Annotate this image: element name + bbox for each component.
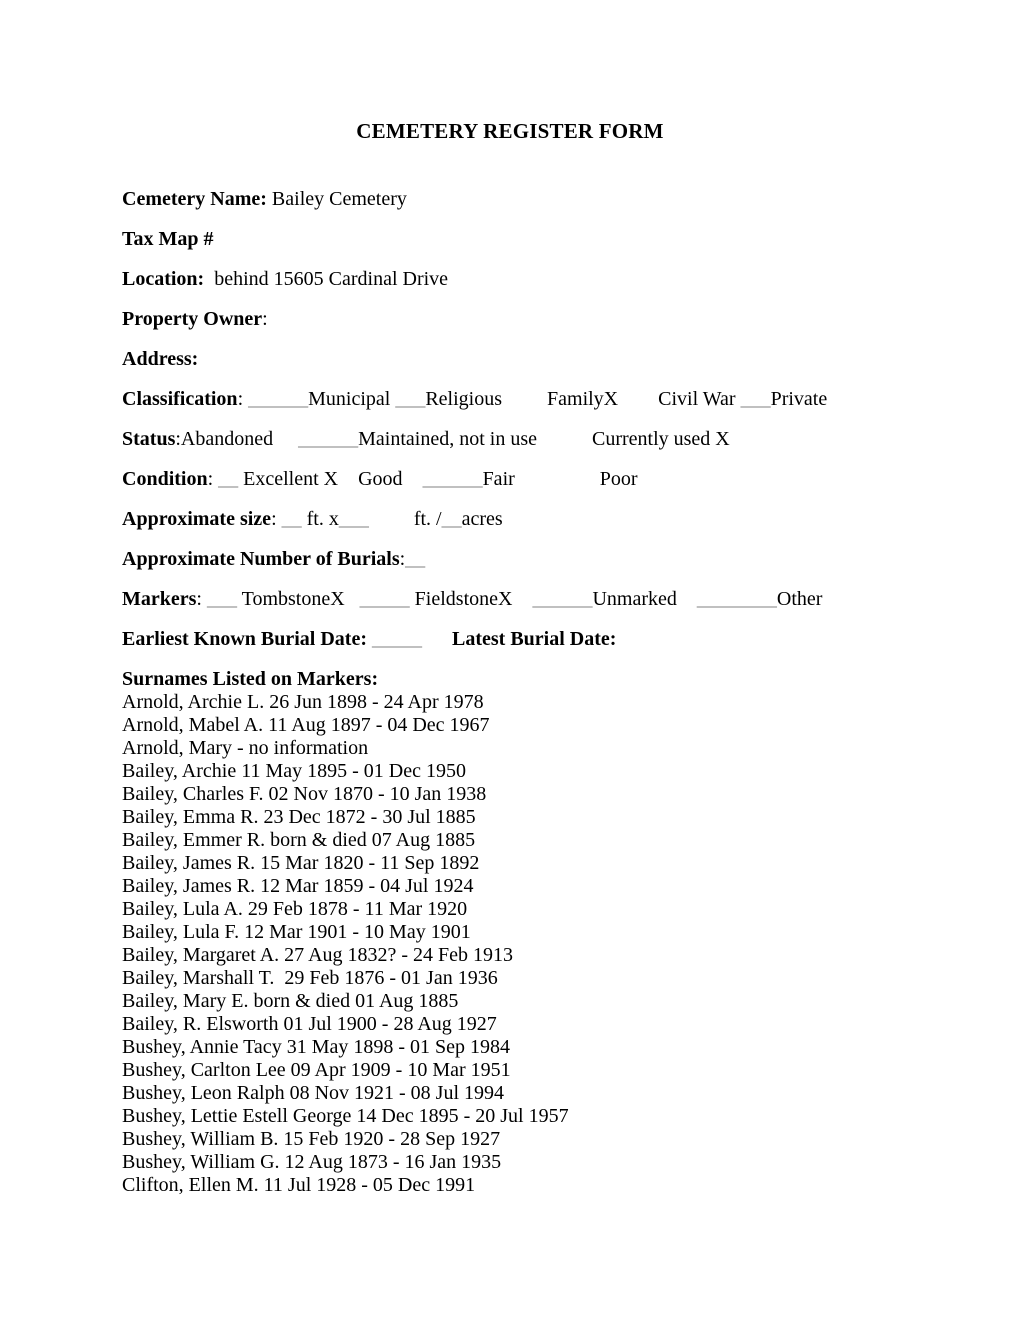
surname-entry: Bailey, Charles F. 02 Nov 1870 - 10 Jan 1938 — [122, 783, 487, 805]
field-label: Location: — [122, 268, 205, 290]
blank-underline: __ — [281, 508, 302, 530]
field-value: behind 15605 Cardinal Drive — [204, 268, 449, 290]
field-label: Classification — [122, 388, 238, 410]
blank-underline: ______ — [422, 468, 483, 490]
form-line — [122, 308, 898, 331]
surname-entry: Bushey, Lettie Estell George 14 Dec 1895 - 20 Jul 1957 — [122, 1105, 569, 1127]
surname-entry: Bailey, Lula A. 29 Feb 1878 - 11 Mar 1920 — [122, 898, 468, 920]
surname-entry: Bailey, James R. 15 Mar 1820 - 11 Sep 1892 — [122, 852, 480, 874]
blank-underline: ________ — [696, 588, 777, 610]
form-line — [122, 428, 898, 451]
surname-entry: Bailey, Emmer R. born & died 07 Aug 1885 — [122, 829, 476, 851]
blank-underline: ___ — [740, 388, 771, 410]
field-value: : — [399, 548, 406, 570]
form-line — [122, 268, 898, 291]
field-value: :Abandoned — [175, 428, 299, 450]
blank-underline: ___ — [206, 588, 237, 610]
field-value: FieldstoneX — [409, 588, 533, 610]
surname-entry: Bushey, William B. 15 Feb 1920 - 28 Sep 1927 — [122, 1128, 501, 1150]
blank-underline: __ — [405, 548, 426, 570]
field-value: Unmarked — [592, 588, 697, 610]
surname-entry: Arnold, Mabel A. 11 Aug 1897 - 04 Dec 1967 — [122, 714, 490, 736]
blank-underline: _____ — [359, 588, 410, 610]
form-lines — [122, 188, 898, 651]
surname-list — [122, 691, 898, 1197]
field-value: ft. / — [368, 508, 442, 530]
surname-entry: Bailey, Emma R. 23 Dec 1872 - 30 Jul 1885 — [122, 806, 476, 828]
field-label: Property Owner — [122, 308, 263, 330]
field-value: ft. x — [301, 508, 339, 530]
field-value: Private — [770, 388, 828, 410]
surname-entry: Bailey, Margaret A. 27 Aug 1832? - 24 Feb 1913 — [122, 944, 514, 966]
surname-entry: Bushey, William G. 12 Aug 1873 - 16 Jan 1935 — [122, 1151, 502, 1173]
field-label: Markers — [122, 588, 197, 610]
form-line — [122, 628, 898, 651]
field-label: Cemetery Name: — [122, 188, 267, 210]
blank-underline: ______ — [298, 428, 359, 450]
field-value: Excellent X Good — [238, 468, 423, 490]
field-value: Municipal — [308, 388, 396, 410]
field-value: : — [262, 308, 268, 330]
form-line — [122, 548, 898, 571]
field-label: Approximate Number of Burials — [122, 548, 400, 570]
blank-underline: __ — [441, 508, 462, 530]
surname-entry: Arnold, Mary - no information — [122, 737, 369, 759]
field-label: Tax Map # — [122, 228, 214, 250]
form-line — [122, 508, 898, 531]
field-value: : — [196, 588, 207, 610]
document-title: CEMETERY REGISTER FORM — [356, 119, 664, 143]
surname-entry: Bailey, Archie 11 May 1895 - 01 Dec 1950 — [122, 760, 466, 782]
blank-underline: ______ — [248, 388, 309, 410]
field-label: Status — [122, 428, 176, 450]
field-value: : — [207, 468, 219, 490]
form-line — [122, 348, 898, 371]
field-value: Maintained, not in use Currently used X — [358, 428, 730, 450]
field-value: Fair Poor — [482, 468, 638, 490]
field-value: acres — [461, 508, 503, 530]
surname-entry: Bushey, Annie Tacy 31 May 1898 - 01 Sep 1984 — [122, 1036, 511, 1058]
surnames-section — [122, 668, 898, 1197]
blank-underline: __ — [218, 468, 239, 490]
field-value: TombstoneX — [236, 588, 360, 610]
field-value: : — [271, 508, 282, 530]
field-value: Other — [776, 588, 823, 610]
surname-entry: Bailey, Marshall T. 29 Feb 1876 - 01 Jan 1936 — [122, 967, 498, 989]
form-line — [122, 228, 898, 251]
field-value: Religious FamilyX Civil War — [425, 388, 741, 410]
form-line — [122, 388, 898, 411]
surname-entry: Bailey, Lula F. 12 Mar 1901 - 10 May 1901 — [122, 921, 471, 943]
field-value: : — [237, 388, 249, 410]
field-value — [422, 628, 452, 650]
field-label: Approximate size — [122, 508, 272, 530]
form-line — [122, 188, 898, 211]
surname-entry: Bushey, Carlton Lee 09 Apr 1909 - 10 Mar 1951 — [122, 1059, 511, 1081]
blank-underline: ___ — [338, 508, 369, 530]
field-label: Condition — [122, 468, 208, 490]
blank-underline: ______ — [532, 588, 593, 610]
surname-entry: Bailey, Mary E. born & died 01 Aug 1885 — [122, 990, 459, 1012]
surname-entry: Bailey, R. Elsworth 01 Jul 1900 - 28 Aug 1927 — [122, 1013, 497, 1035]
field-label: Latest Burial Date: — [452, 628, 617, 650]
field-label: Address: — [122, 348, 199, 370]
surname-entry: Bailey, James R. 12 Mar 1859 - 04 Jul 1924 — [122, 875, 474, 897]
blank-underline: _____ — [372, 628, 422, 650]
form-line — [122, 468, 898, 491]
field-label: Earliest Known Burial Date: — [122, 628, 367, 650]
field-value: Bailey Cemetery — [266, 188, 407, 210]
surname-entry: Arnold, Archie L. 26 Jun 1898 - 24 Apr 1978 — [122, 691, 484, 713]
surnames-heading: Surnames Listed on Markers: — [122, 668, 379, 690]
surname-entry: Bushey, Leon Ralph 08 Nov 1921 - 08 Jul 1994 — [122, 1082, 505, 1104]
blank-underline: ___ — [395, 388, 426, 410]
surname-entry: Clifton, Ellen M. 11 Jul 1928 - 05 Dec 1991 — [122, 1174, 476, 1196]
form-line — [122, 588, 898, 611]
